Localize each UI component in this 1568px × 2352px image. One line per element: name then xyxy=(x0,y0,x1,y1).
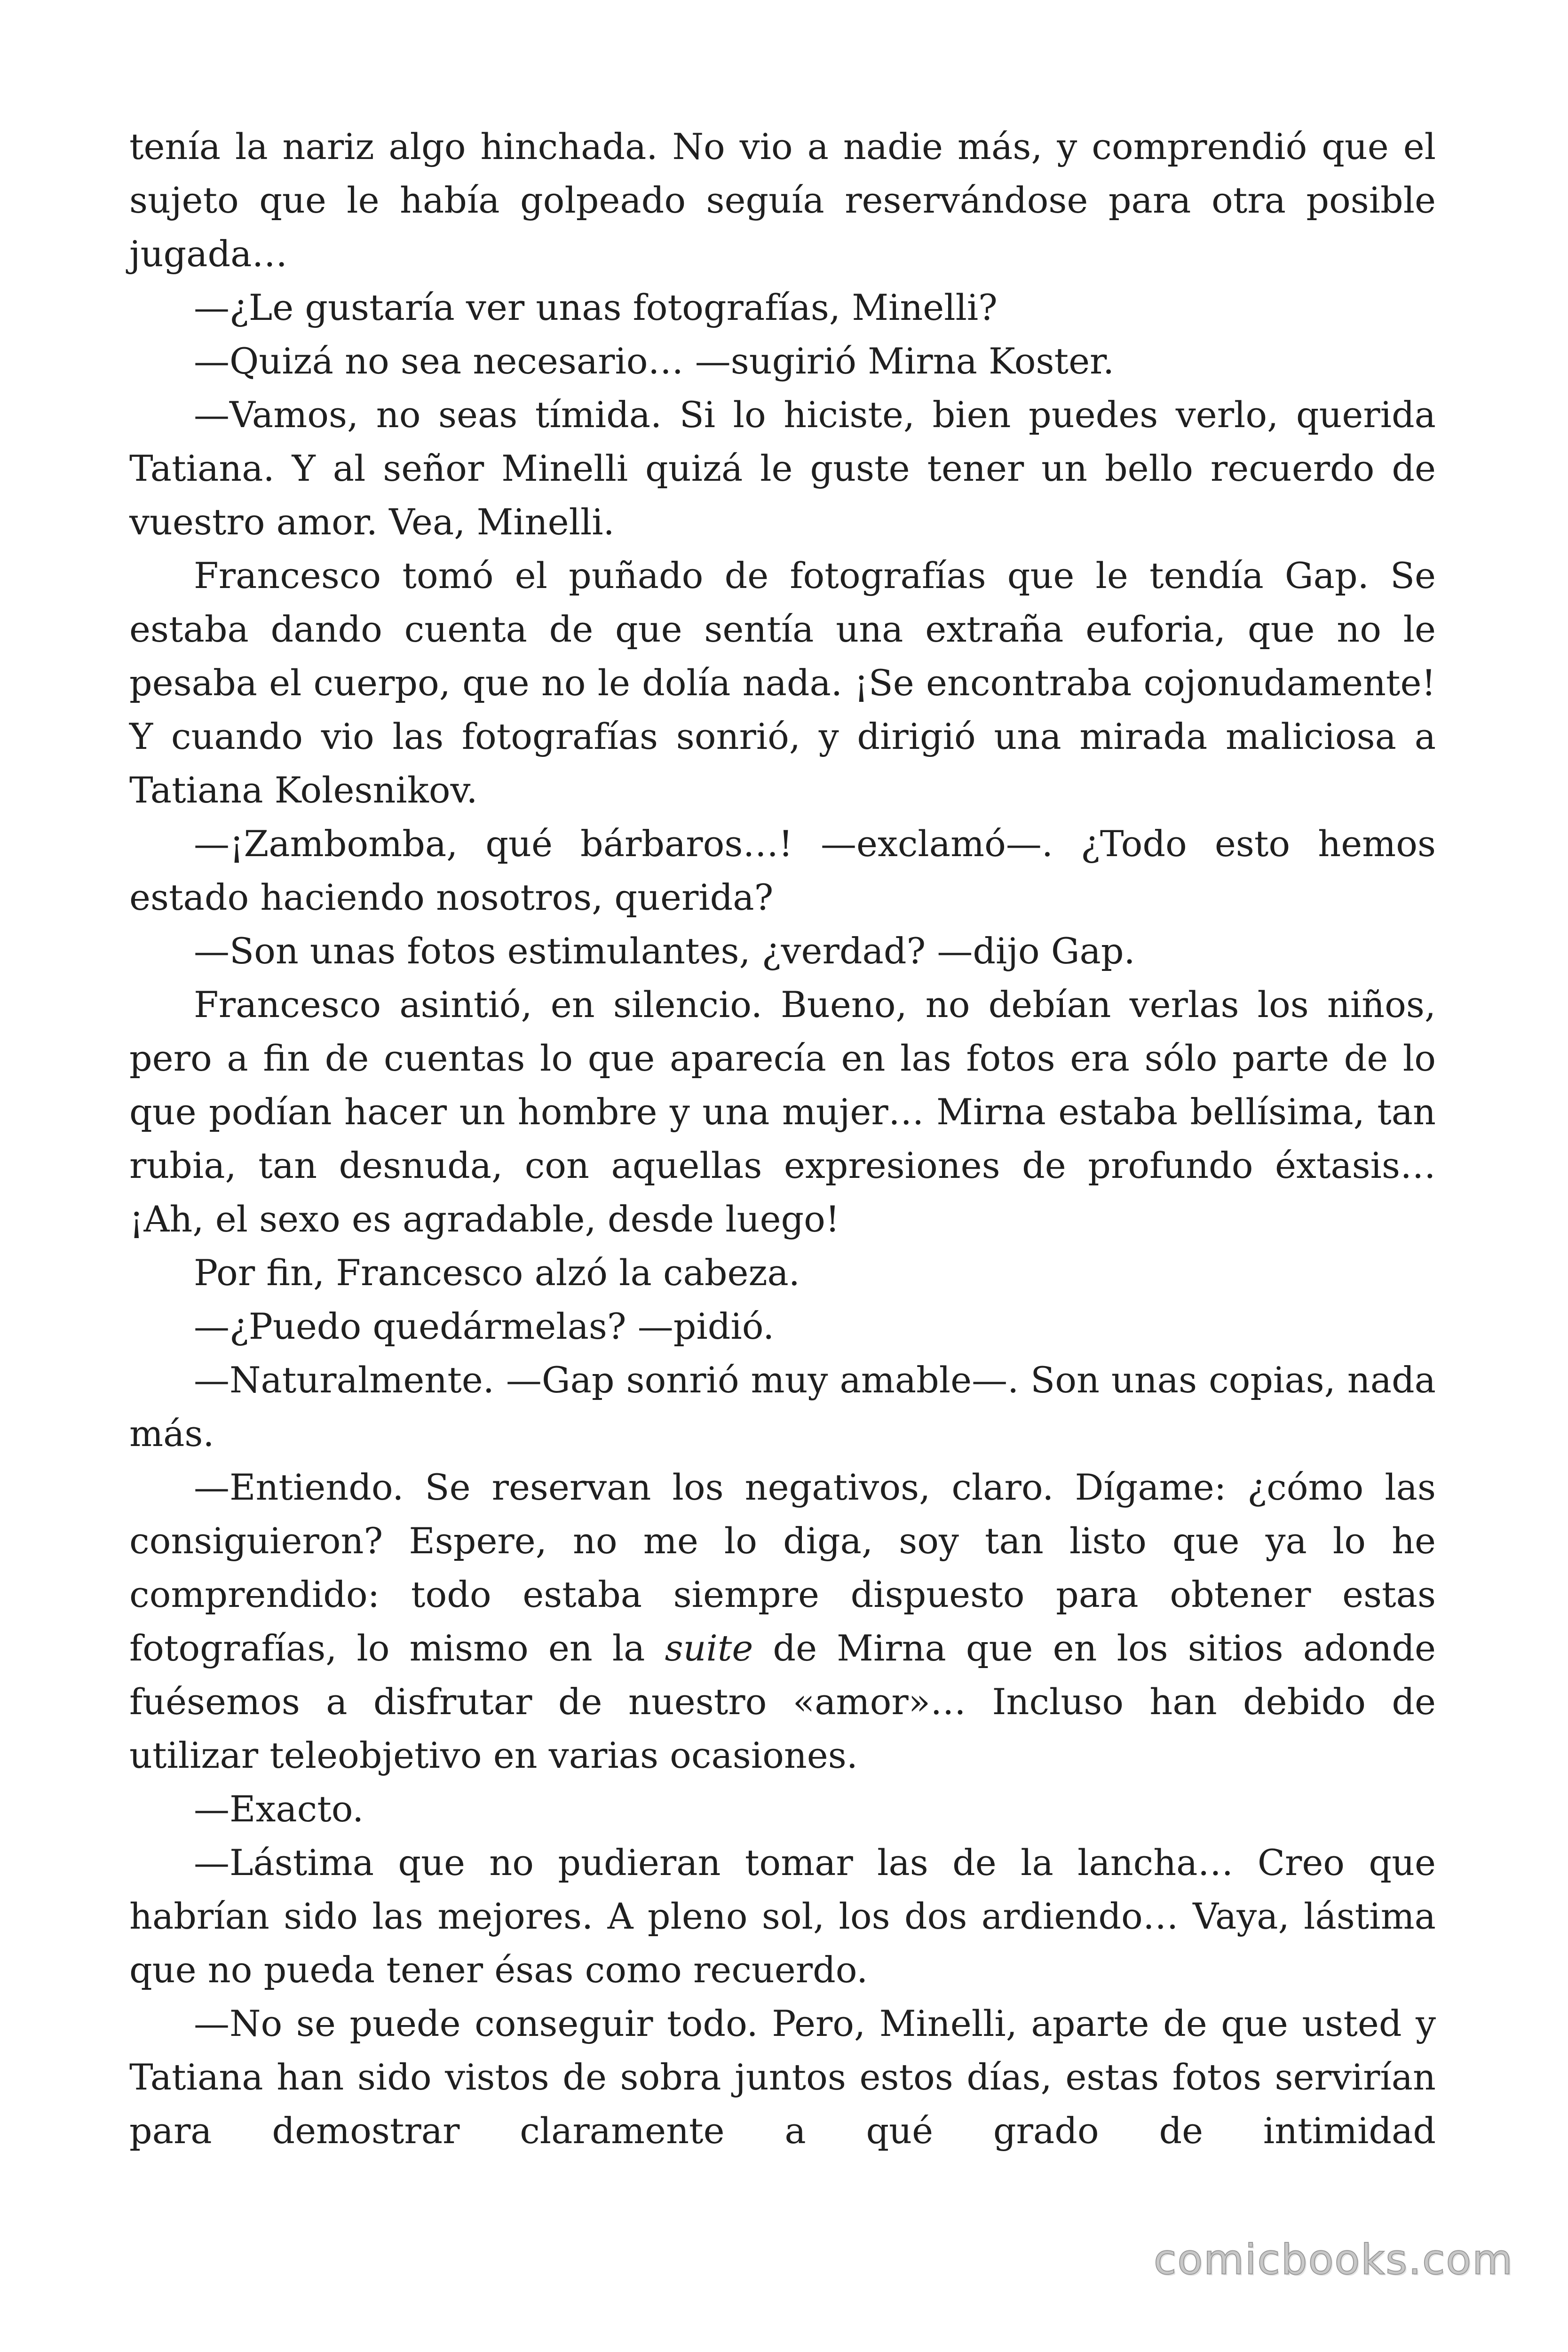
text-segment: —Naturalmente. —Gap sonrió muy amable—. Son unas copias, nada más. xyxy=(129,1359,1436,1454)
paragraph xyxy=(129,1461,1436,1782)
text-segment: Francesco asintió, en silencio. Bueno, no debían verlas los niños, pero a fin de cuentas lo que aparecía en las fotos era sólo parte de lo que podían hacer un hombre y una mujer… Mirna estaba bellísima, tan rubia, tan desnuda, con aquellas expresiones de profundo éxtasis… ¡Ah, el sexo es agradable, desde luego! xyxy=(129,984,1436,1240)
paragraph xyxy=(129,978,1436,1246)
paragraph xyxy=(129,388,1436,549)
text-segment: —Quizá no sea necesario… —sugirió Mirna Koster. xyxy=(194,340,1115,382)
text-segment: —Lástima que no pudieran tomar las de la lancha… Creo que habrían sido las mejores. A pleno sol, los dos ardiendo… Vaya, lástima que no pueda tener ésas como recuerdo. xyxy=(129,1842,1436,1991)
text-segment: Por fin, Francesco alzó la cabeza. xyxy=(194,1252,800,1294)
paragraph xyxy=(129,817,1436,924)
text-segment: —Entiendo. Se reservan los negativos, claro. Dígame: ¿cómo las consiguieron? Espere, no me lo diga, soy tan listo que ya lo he comprendido: todo estaba siempre dispuesto para obtener estas fotografías, lo mismo en la xyxy=(129,1466,1436,1669)
text-segment: tenía la nariz algo hinchada. No vio a nadie más, y comprendió que el sujeto que le había golpeado seguía reservándose para otra posible jugada… xyxy=(129,126,1436,275)
text-segment: Francesco tomó el puñado de fotografías que le tendía Gap. Se estaba dando cuenta de que sentía una extraña euforia, que no le pesaba el cuerpo, que no le dolía nada. ¡Se encontraba cojonudamente! Y cuando vio las fotografías sonrió, y dirigió una mirada maliciosa a Tatiana Kolesnikov. xyxy=(129,555,1436,811)
text-segment: —Son unas fotos estimulantes, ¿verdad? —dijo Gap. xyxy=(194,930,1135,972)
paragraph xyxy=(129,1246,1436,1300)
text-segment: de Mirna que en los sitios adonde fuésemos a disfrutar de nuestro «amor»… Incluso han debido de utilizar teleobjetivo en varias ocasiones. xyxy=(129,1627,1436,1776)
text-segment: —No se puede conseguir todo. Pero, Minelli, aparte de que usted y Tatiana han sido vistos de sobra juntos estos días, estas fotos servirían para demostrar claramente a qué grado de intimidad xyxy=(129,2002,1436,2152)
paragraph xyxy=(129,1353,1436,1461)
text-segment: —¡Zambomba, qué bárbaros…! —exclamó—. ¿Todo esto hemos estado haciendo nosotros, querida? xyxy=(129,823,1436,918)
text-segment: —Exacto. xyxy=(194,1788,364,1830)
paragraph xyxy=(129,1997,1436,2158)
paragraph xyxy=(129,1836,1436,1997)
watermark-text: comicbooks.com xyxy=(1153,2235,1513,2284)
paragraph xyxy=(129,334,1436,388)
paragraph xyxy=(129,1782,1436,1836)
paragraph xyxy=(129,549,1436,817)
paragraph xyxy=(129,120,1436,281)
paragraph xyxy=(129,281,1436,334)
text-segment: —¿Le gustaría ver unas fotografías, Minelli? xyxy=(194,286,998,328)
text-segment: —¿Puedo quedármelas? —pidió. xyxy=(194,1305,775,1347)
paragraph xyxy=(129,924,1436,978)
body-text xyxy=(129,120,1436,2158)
text-segment: —Vamos, no seas tímida. Si lo hiciste, bien puedes verlo, querida Tatiana. Y al señor Minelli quizá le guste tener un bello recuerdo de vuestro amor. Vea, Minelli. xyxy=(129,394,1436,543)
italic-text: suite xyxy=(665,1627,753,1669)
paragraph xyxy=(129,1300,1436,1353)
